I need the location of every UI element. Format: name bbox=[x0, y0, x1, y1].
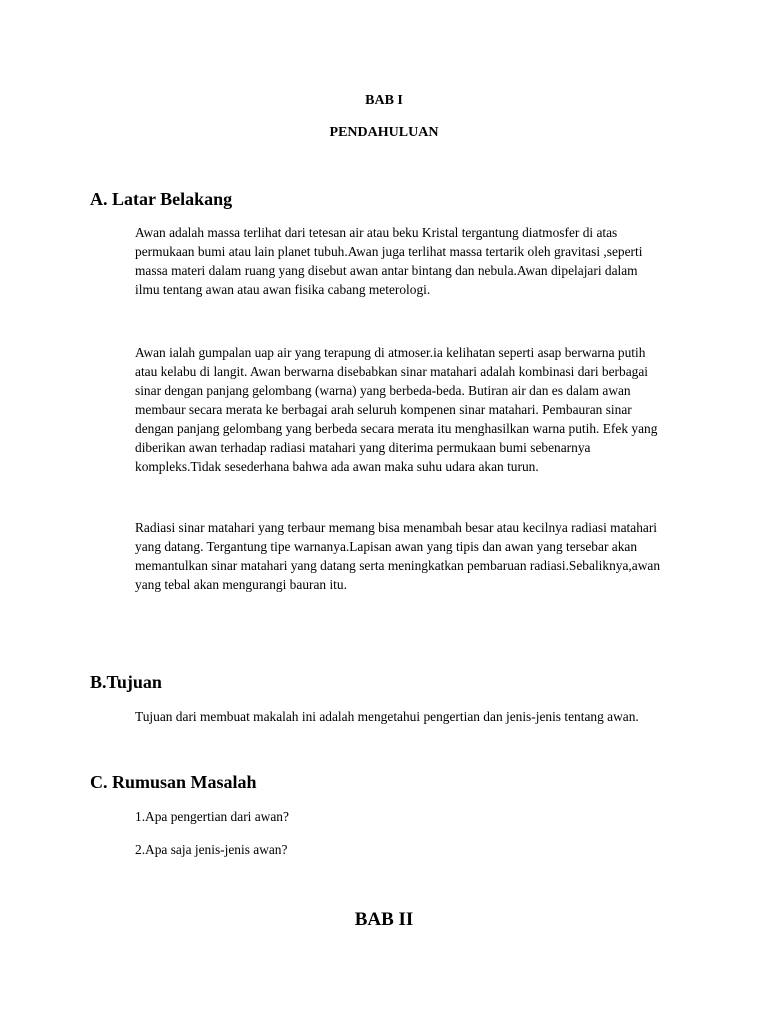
paragraph-line: Awan adalah massa terlihat dari tetesan air atau beku Kristal tergantung diatmosfer di atas bbox=[135, 225, 618, 240]
paragraph-awan-color bbox=[135, 343, 680, 476]
list-item: 2.Apa saja jenis-jenis awan? bbox=[135, 842, 288, 857]
paragraph-line: Awan ialah gumpalan uap air yang terapung di atmoser.ia kelihatan seperti asap berwarna putih bbox=[135, 345, 646, 360]
chapter-title: PENDAHULUAN bbox=[329, 125, 439, 140]
tujuan-text: Tujuan dari membuat makalah ini adalah mengetahui pengertian dan jenis-jenis tentang awan. bbox=[135, 709, 639, 724]
section-heading-latar-belakang: A. Latar Belakang bbox=[90, 189, 233, 209]
paragraph-line: sinar dengan panjang gelombang (warna) yang berbeda-beda. Butiran air dan es dalam awan bbox=[135, 383, 631, 398]
paragraph-line: Radiasi sinar matahari yang terbaur memang bisa menambah besar atau kecilnya radiasi matahari bbox=[135, 520, 658, 535]
paragraph-line: membaur secara merata ke berbagai arah seluruh kompenen sinar matahari. Pembauran sinar bbox=[135, 402, 632, 417]
paragraph-line: yang tebal akan mengurangi bauran itu. bbox=[135, 577, 347, 592]
list-item: 1.Apa pengertian dari awan? bbox=[135, 809, 289, 824]
chapter-number: BAB I bbox=[365, 93, 403, 108]
paragraph-line: atau kelabu di langit. Awan berwarna disebabkan sinar matahari adalah kombinasi dari berbagai bbox=[135, 364, 649, 379]
paragraph-line: ilmu tentang awan atau awan fisika cabang meterologi. bbox=[135, 282, 431, 297]
paragraph-radiasi bbox=[135, 518, 680, 594]
paragraph-line: dengan panjang gelombang yang berbeda secara merata itu menghasilkan warna putih. Efek yang bbox=[135, 421, 658, 436]
paragraph-line: memantulkan sinar matahari yang datang serta meningkatkan pembaruan radiasi.Sebaliknya,awan bbox=[135, 558, 661, 573]
chapter2-number: BAB II bbox=[354, 909, 414, 930]
paragraph-awan-definition bbox=[135, 223, 680, 299]
paragraph-line: yang datang. Tergantung tipe warnanya.Lapisan awan yang tipis dan awan yang tersebar akan bbox=[135, 539, 638, 554]
paragraph-line: permukaan bumi atau lain planet tubuh.Awan juga terlihat massa tertarik oleh gravitasi ,seperti bbox=[135, 244, 643, 259]
section-heading-tujuan: B.Tujuan bbox=[90, 672, 162, 692]
paragraph-line: kompleks.Tidak sesederhana bahwa ada awan maka suhu udara akan turun. bbox=[135, 459, 539, 474]
section-heading-rumusan-masalah: C. Rumusan Masalah bbox=[90, 772, 257, 792]
paragraph-line: diberikan awan terhadap radiasi matahari yang diterima permukaan bumi sebenarnya bbox=[135, 440, 591, 455]
paragraph-line: massa materi dalam ruang yang disebut awan antar bintang dan nebula.Awan dipelajari dalam bbox=[135, 263, 638, 278]
